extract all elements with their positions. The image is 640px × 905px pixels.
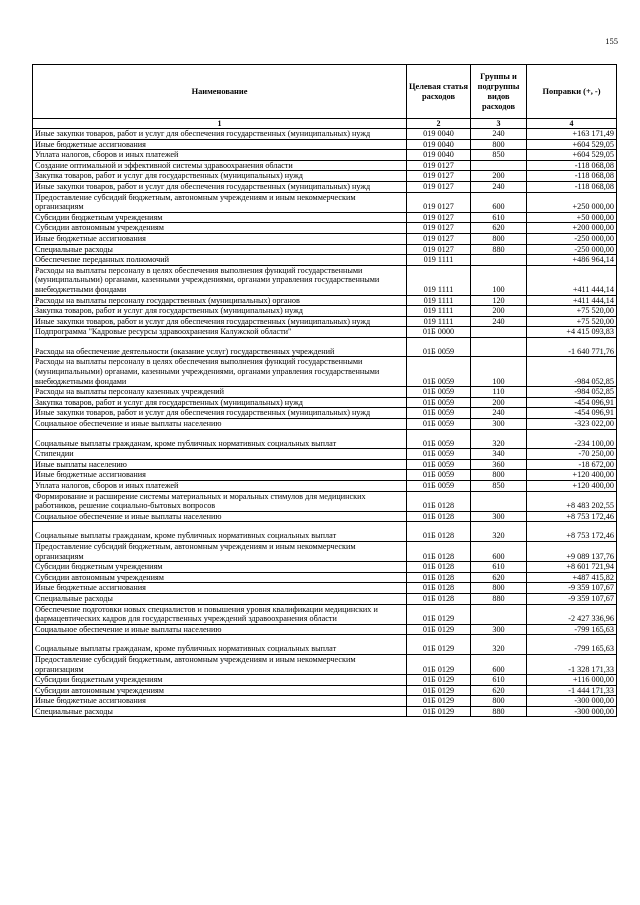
- row-name: Иные бюджетные ассигнования: [33, 583, 407, 594]
- row-code: 019 0127: [407, 171, 471, 182]
- table-row: [33, 675, 617, 686]
- row-name: Субсидии бюджетным учреждениям: [33, 675, 407, 686]
- table-row: [33, 624, 617, 635]
- table-row: [33, 139, 617, 150]
- table-row: [33, 459, 617, 470]
- row-code: 01Б 0128: [407, 522, 471, 542]
- table-row: [33, 160, 617, 171]
- row-amount: +8 601 721,94: [527, 562, 617, 573]
- row-name: Социальные выплаты гражданам, кроме публичных нормативных социальных выплат: [33, 635, 407, 655]
- row-code: 01Б 0128: [407, 541, 471, 561]
- row-group: 620: [471, 685, 527, 696]
- row-name: Иные бюджетные ассигнования: [33, 470, 407, 481]
- row-code: 01Б 0129: [407, 706, 471, 717]
- row-amount: +486 964,14: [527, 255, 617, 266]
- row-name: Уплата налогов, сборов и иных платежей: [33, 150, 407, 161]
- table-row: [33, 491, 617, 511]
- header-group: Группы и подгруппы видов расходов: [471, 65, 527, 119]
- row-code: 01Б 0128: [407, 593, 471, 604]
- row-group: 800: [471, 139, 527, 150]
- row-name: Субсидии бюджетным учреждениям: [33, 212, 407, 223]
- row-code: 01Б 0059: [407, 470, 471, 481]
- table-row: [33, 408, 617, 419]
- row-amount: +120 400,00: [527, 470, 617, 481]
- table-row: [33, 604, 617, 624]
- row-group: 320: [471, 635, 527, 655]
- table-row: [33, 150, 617, 161]
- row-group: 600: [471, 541, 527, 561]
- row-group: 800: [471, 470, 527, 481]
- row-group: 110: [471, 387, 527, 398]
- row-amount: -300 000,00: [527, 706, 617, 717]
- row-code: 01Б 0059: [407, 337, 471, 357]
- table-row: [33, 337, 617, 357]
- table-row: [33, 541, 617, 561]
- row-amount: +200 000,00: [527, 223, 617, 234]
- row-name: Социальное обеспечение и иные выплаты населению: [33, 624, 407, 635]
- row-group: 300: [471, 511, 527, 522]
- row-name: Иные бюджетные ассигнования: [33, 139, 407, 150]
- row-amount: -454 096,91: [527, 408, 617, 419]
- table-row: [33, 255, 617, 266]
- row-group: 320: [471, 429, 527, 449]
- table-row: [33, 583, 617, 594]
- row-code: 01Б 0129: [407, 604, 471, 624]
- row-group: 880: [471, 593, 527, 604]
- row-name: Предоставление субсидий бюджетным, автономным учреждениям и иным некоммерческим организациям: [33, 192, 407, 212]
- row-code: 01Б 0059: [407, 449, 471, 460]
- table-row: [33, 562, 617, 573]
- row-amount: -1 640 771,76: [527, 337, 617, 357]
- table-row: [33, 387, 617, 398]
- header-number: 2: [407, 119, 471, 129]
- row-code: 01Б 0129: [407, 696, 471, 707]
- row-code: 019 1111: [407, 295, 471, 306]
- row-amount: -454 096,91: [527, 397, 617, 408]
- table-row: [33, 572, 617, 583]
- row-code: 01Б 0059: [407, 387, 471, 398]
- row-amount: +116 000,00: [527, 675, 617, 686]
- table-row: [33, 316, 617, 327]
- row-group: 300: [471, 624, 527, 635]
- table-row: [33, 212, 617, 223]
- row-amount: -1 444 171,33: [527, 685, 617, 696]
- table-row: [33, 470, 617, 481]
- row-amount: -250 000,00: [527, 244, 617, 255]
- row-code: 01Б 0059: [407, 408, 471, 419]
- row-group: 610: [471, 562, 527, 573]
- row-code: 01Б 0128: [407, 562, 471, 573]
- page-number: 155: [605, 36, 618, 46]
- table-row: [33, 306, 617, 317]
- row-group: 610: [471, 212, 527, 223]
- row-name: Уплата налогов, сборов и иных платежей: [33, 481, 407, 492]
- row-amount: -118 068,08: [527, 160, 617, 171]
- table-row: [33, 593, 617, 604]
- row-amount: +8 753 172,46: [527, 511, 617, 522]
- row-amount: +604 529,05: [527, 150, 617, 161]
- row-amount: +604 529,05: [527, 139, 617, 150]
- row-code: 019 0127: [407, 160, 471, 171]
- row-code: 01Б 0128: [407, 572, 471, 583]
- row-code: 019 0127: [407, 181, 471, 192]
- row-code: 01Б 0129: [407, 685, 471, 696]
- table-row: [33, 181, 617, 192]
- row-code: 01Б 0129: [407, 635, 471, 655]
- row-group: [471, 160, 527, 171]
- row-name: Расходы на выплаты персоналу государственных (муниципальных) органов: [33, 295, 407, 306]
- table-row: [33, 192, 617, 212]
- row-code: 019 0040: [407, 129, 471, 140]
- table-row: [33, 244, 617, 255]
- table-row: [33, 233, 617, 244]
- row-code: 01Б 0059: [407, 481, 471, 492]
- row-amount: -2 427 336,96: [527, 604, 617, 624]
- table-row: [33, 481, 617, 492]
- row-amount: +4 415 093,83: [527, 327, 617, 338]
- row-name: Иные закупки товаров, работ и услуг для обеспечения государственных (муниципальных) нужд: [33, 181, 407, 192]
- row-group: 320: [471, 522, 527, 542]
- row-group: 880: [471, 706, 527, 717]
- row-group: 850: [471, 150, 527, 161]
- row-group: 610: [471, 675, 527, 686]
- table-body: [33, 129, 617, 717]
- row-code: 019 0127: [407, 233, 471, 244]
- row-name: Подпрограмма "Кадровые ресурсы здравоохранения Калужской области": [33, 327, 407, 338]
- row-code: 01Б 0129: [407, 654, 471, 674]
- table-row: [33, 654, 617, 674]
- budget-table: [32, 64, 617, 717]
- row-group: 600: [471, 192, 527, 212]
- row-amount: +120 400,00: [527, 481, 617, 492]
- table-row: [33, 397, 617, 408]
- row-name: Расходы на выплаты персоналу казенных учреждений: [33, 387, 407, 398]
- row-amount: +411 444,14: [527, 265, 617, 295]
- row-name: Иные бюджетные ассигнования: [33, 233, 407, 244]
- row-group: 300: [471, 419, 527, 430]
- row-amount: -118 068,08: [527, 181, 617, 192]
- row-amount: +50 000,00: [527, 212, 617, 223]
- table-row: [33, 327, 617, 338]
- row-name: Создание оптимальной и эффективной системы здравоохранения области: [33, 160, 407, 171]
- row-group: 360: [471, 459, 527, 470]
- row-code: 019 0127: [407, 244, 471, 255]
- table-row: [33, 511, 617, 522]
- row-amount: +163 171,49: [527, 129, 617, 140]
- row-amount: +411 444,14: [527, 295, 617, 306]
- row-amount: -799 165,63: [527, 635, 617, 655]
- row-code: 01Б 0059: [407, 429, 471, 449]
- header-name: Наименование: [33, 65, 407, 119]
- table-row: [33, 129, 617, 140]
- header-number: 1: [33, 119, 407, 129]
- row-code: 01Б 0128: [407, 583, 471, 594]
- row-code: 01Б 0128: [407, 491, 471, 511]
- table-row: [33, 706, 617, 717]
- row-amount: +9 089 137,76: [527, 541, 617, 561]
- row-group: [471, 327, 527, 338]
- row-amount: -118 068,08: [527, 171, 617, 182]
- row-code: 019 1111: [407, 316, 471, 327]
- row-name: Расходы на обеспечение деятельности (оказание услуг) государственных учреждений: [33, 337, 407, 357]
- row-code: 01Б 0128: [407, 511, 471, 522]
- row-group: 850: [471, 481, 527, 492]
- row-name: Субсидии автономным учреждениям: [33, 223, 407, 234]
- row-code: 019 0127: [407, 223, 471, 234]
- row-code: 019 1111: [407, 255, 471, 266]
- row-name: Стипендии: [33, 449, 407, 460]
- row-code: 01Б 0059: [407, 419, 471, 430]
- row-amount: -1 328 171,33: [527, 654, 617, 674]
- row-name: Субсидии автономным учреждениям: [33, 685, 407, 696]
- row-amount: +8 483 202,55: [527, 491, 617, 511]
- row-name: Специальные расходы: [33, 706, 407, 717]
- table-row: [33, 171, 617, 182]
- row-amount: -18 672,00: [527, 459, 617, 470]
- row-group: 620: [471, 223, 527, 234]
- row-name: Расходы на выплаты персоналу в целях обеспечения выполнения функций государственными (муниципальными) органами, казенными учреждениями, органами управления государственными внебюджетными фондами: [33, 357, 407, 387]
- row-code: 01Б 0059: [407, 459, 471, 470]
- row-name: Предоставление субсидий бюджетным, автономным учреждениям и иным некоммерческим организациям: [33, 654, 407, 674]
- row-name: Закупка товаров, работ и услуг для государственных (муниципальных) нужд: [33, 171, 407, 182]
- row-name: Иные бюджетные ассигнования: [33, 696, 407, 707]
- row-group: 620: [471, 572, 527, 583]
- row-name: Субсидии автономным учреждениям: [33, 572, 407, 583]
- row-name: Социальные выплаты гражданам, кроме публичных нормативных социальных выплат: [33, 429, 407, 449]
- header-number: 4: [527, 119, 617, 129]
- row-amount: -9 359 107,67: [527, 583, 617, 594]
- row-group: [471, 337, 527, 357]
- row-amount: +250 000,00: [527, 192, 617, 212]
- header-amount: Поправки (+, -): [527, 65, 617, 119]
- row-code: 019 0127: [407, 192, 471, 212]
- row-code: 019 0040: [407, 150, 471, 161]
- row-group: 240: [471, 316, 527, 327]
- row-amount: +8 753 172,46: [527, 522, 617, 542]
- row-group: [471, 604, 527, 624]
- row-amount: -250 000,00: [527, 233, 617, 244]
- row-group: 100: [471, 265, 527, 295]
- header-code: Целевая статья расходов: [407, 65, 471, 119]
- row-name: Специальные расходы: [33, 593, 407, 604]
- row-code: 01Б 0129: [407, 624, 471, 635]
- table-row: [33, 357, 617, 387]
- row-name: Обеспечение подготовки новых специалистов и повышения уровня квалификации медицинских и фармацевтических кадров для государственных учреждений здравоохранения области: [33, 604, 407, 624]
- row-amount: -984 052,85: [527, 387, 617, 398]
- row-amount: +75 520,00: [527, 316, 617, 327]
- row-group: 600: [471, 654, 527, 674]
- row-name: Иные закупки товаров, работ и услуг для обеспечения государственных (муниципальных) нужд: [33, 316, 407, 327]
- row-name: Социальное обеспечение и иные выплаты населению: [33, 511, 407, 522]
- row-code: 01Б 0129: [407, 675, 471, 686]
- row-group: 340: [471, 449, 527, 460]
- row-code: 019 0040: [407, 139, 471, 150]
- row-amount: -799 165,63: [527, 624, 617, 635]
- row-amount: +487 415,82: [527, 572, 617, 583]
- header-number: 3: [471, 119, 527, 129]
- table-row: [33, 223, 617, 234]
- row-group: 200: [471, 306, 527, 317]
- row-group: [471, 255, 527, 266]
- row-name: Расходы на выплаты персоналу в целях обеспечения выполнения функций государственными (муниципальными) органами, казенными учреждениями, органами управления государственными внебюджетными фондами: [33, 265, 407, 295]
- row-group: 800: [471, 696, 527, 707]
- row-amount: -70 250,00: [527, 449, 617, 460]
- row-name: Иные закупки товаров, работ и услуг для обеспечения государственных (муниципальных) нужд: [33, 408, 407, 419]
- row-name: Формирование и расширение системы материальных и моральных стимулов для медицинских работников, решение социально-бытовых вопросов: [33, 491, 407, 511]
- row-name: Закупка товаров, работ и услуг для государственных (муниципальных) нужд: [33, 397, 407, 408]
- row-group: [471, 491, 527, 511]
- table-row: [33, 429, 617, 449]
- table-row: [33, 685, 617, 696]
- row-name: Специальные расходы: [33, 244, 407, 255]
- row-code: 01Б 0059: [407, 357, 471, 387]
- row-group: 200: [471, 397, 527, 408]
- row-name: Социальное обеспечение и иные выплаты населению: [33, 419, 407, 430]
- row-amount: +75 520,00: [527, 306, 617, 317]
- table-row: [33, 635, 617, 655]
- table-row: [33, 295, 617, 306]
- row-name: Предоставление субсидий бюджетным, автономным учреждениям и иным некоммерческим организациям: [33, 541, 407, 561]
- row-name: Иные закупки товаров, работ и услуг для обеспечения государственных (муниципальных) нужд: [33, 129, 407, 140]
- row-code: 019 1111: [407, 265, 471, 295]
- header-number-row: [33, 119, 617, 129]
- table-row: [33, 419, 617, 430]
- table-row: [33, 449, 617, 460]
- row-group: 120: [471, 295, 527, 306]
- row-amount: -234 100,00: [527, 429, 617, 449]
- row-code: 01Б 0059: [407, 397, 471, 408]
- row-group: 100: [471, 357, 527, 387]
- row-code: 019 0127: [407, 212, 471, 223]
- table-row: [33, 522, 617, 542]
- row-name: Иные выплаты населению: [33, 459, 407, 470]
- row-group: 880: [471, 244, 527, 255]
- table-header-row: [33, 65, 617, 119]
- row-group: 800: [471, 583, 527, 594]
- row-amount: -323 022,00: [527, 419, 617, 430]
- row-name: Обеспечение переданных полномочий: [33, 255, 407, 266]
- row-name: Субсидии бюджетным учреждениям: [33, 562, 407, 573]
- row-amount: -9 359 107,67: [527, 593, 617, 604]
- table-row: [33, 265, 617, 295]
- row-amount: -300 000,00: [527, 696, 617, 707]
- row-group: 200: [471, 171, 527, 182]
- row-name: Социальные выплаты гражданам, кроме публичных нормативных социальных выплат: [33, 522, 407, 542]
- table-row: [33, 696, 617, 707]
- row-code: 019 1111: [407, 306, 471, 317]
- row-code: 01Б 0000: [407, 327, 471, 338]
- row-name: Закупка товаров, работ и услуг для государственных (муниципальных) нужд: [33, 306, 407, 317]
- row-group: 800: [471, 233, 527, 244]
- row-group: 240: [471, 181, 527, 192]
- row-group: 240: [471, 408, 527, 419]
- row-amount: -984 052,85: [527, 357, 617, 387]
- row-group: 240: [471, 129, 527, 140]
